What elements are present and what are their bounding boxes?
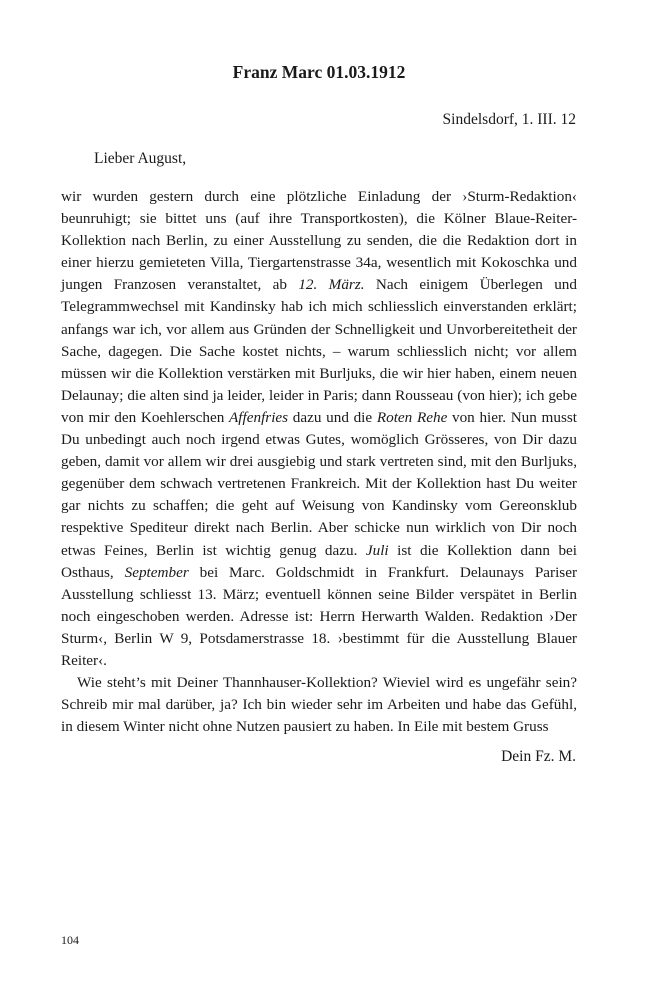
italic-artwork-title: Roten Rehe: [376, 408, 448, 426]
letter-salutation: Lieber August,: [94, 150, 187, 167]
text-run: dazu und die: [288, 408, 377, 426]
letter-paragraph-2: Wie steht’s mit Deiner Thannhauser-Kollektion? Wieviel wird es ungefähr sein? Schreib mir mal darüber, ja? Ich bin wieder sehr im Arbeiten und habe das Gefühl, in diesem Winter nicht ohne Nutzen pausiert zu haben. In Eile mit bestem Gruss: [61, 674, 577, 736]
text-run: bei Marc. Goldschmidt in Frankfurt. Delaunays Pariser Ausstellung schliesst 13. März; eventuell können seine Bilder verspätet in Berlin noch eingeschoben werden. Adresse ist: Herrn Herwarth Walden. Redaktion ›Der Sturm‹, Berlin W 9, Potsdamerstrasse 18. ›bestimmt für die Ausstellung Blauer Reiter‹.: [61, 563, 578, 669]
letter-place-date: Sindelsdorf, 1. III. 12: [442, 111, 576, 128]
letter-closing-signature: Dein Fz. M.: [501, 748, 576, 765]
letter-body: [61, 186, 577, 738]
page-number: 104: [61, 933, 79, 947]
text-run: ist die Kollektion dann bei Osthaus,: [61, 541, 577, 581]
italic-date: 12. März.: [298, 276, 365, 294]
text-run: Nach einigem Überlegen und Telegrammwechsel mit Kandinsky hab ich mich schliesslich einverstanden erklärt; anfangs war ich, vor allem aus Gründen der Schnelligkeit und Unvorbereitetheit der Sache, dagegen. Die Sache kostet nichts, – warum schliesslich nicht; vor allem müssen wir die Kollektion verstärken mit Burljuks, die wir hier haben, einem neuen Delaunay; die alten sind ja leider, leider in Paris; dann Rousseau (von hier); ich gebe von mir den Koehlerschen: [61, 276, 577, 426]
letter-title: Franz Marc 01.03.1912: [232, 62, 406, 82]
italic-month: Juli: [365, 541, 389, 559]
text-run: von hier. Nun musst Du unbedingt auch noch irgend etwas Gutes, womöglich Grösseres, von Dir dazu geben, damit vor allem wir drei ausgiebig und stark vertreten sind, mit den Burljuks, gegenüber dem schwach vertretenen Frankreich. Mit der Kollektion hast Du weiter gar nichts zu schaffen; die geht auf Weisung von Kandinsky vom Gereonsklub respektive Spediteur direkt nach Berlin. Aber schicke nun wirklich von Dir noch etwas Feines, Berlin ist wichtig genug dazu.: [61, 408, 577, 559]
italic-artwork-title: Affenfries: [229, 408, 289, 426]
italic-month: September: [124, 563, 189, 581]
letter-paragraph-1: [61, 186, 577, 672]
text-run: wir wurden gestern durch eine plötzliche Einladung der ›Sturm-Redaktion‹ beunruhigt; sie bittet uns (auf ihre Transportkosten), die Kölner Blaue-Reiter-Kollektion nach Berlin, zu einer Ausstellung zu senden, die die Redaktion dort in einer hierzu gemieteten Villa, Tiergartenstrasse 34a, wesentlich mit Kokoschka und jungen Franzosen veranstaltet, ab: [61, 188, 577, 294]
